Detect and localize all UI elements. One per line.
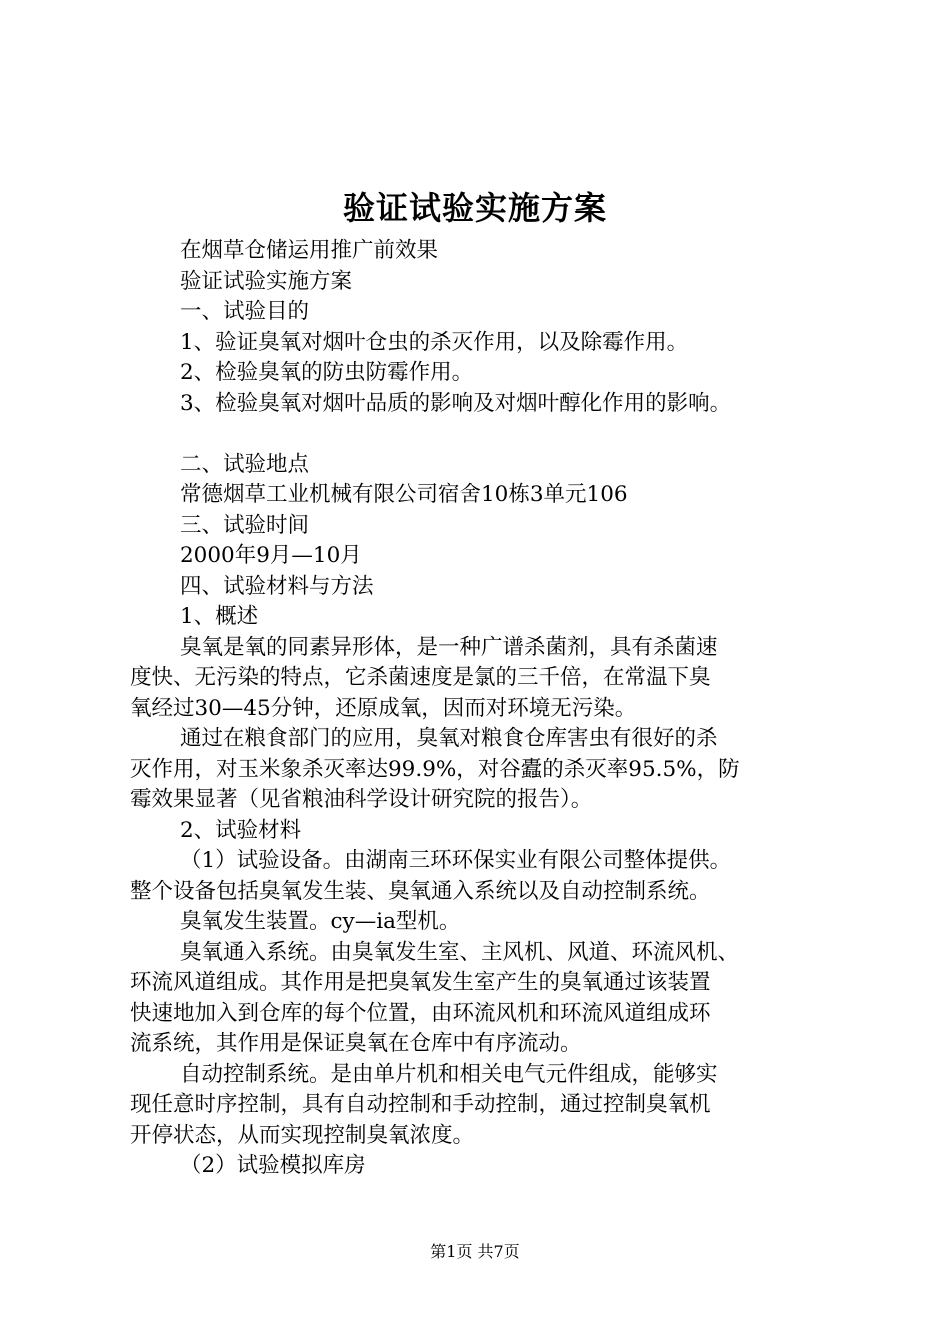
- generator-line: 臭氧发生装置。cy—ia型机。: [180, 909, 461, 934]
- document-title: 验证试验实施方案: [342, 189, 607, 227]
- blank-line: [130, 419, 830, 450]
- inlet-system-paragraph: [130, 938, 830, 1060]
- paragraph-line: 臭氧通入系统。由臭氧发生室、主风机、风道、环流风机、: [180, 939, 740, 965]
- overview-paragraph-1: [130, 633, 830, 725]
- paragraph-line: 整个设备包括臭氧发生装、臭氧通入系统以及自动控制系统。: [130, 878, 711, 904]
- section-heading-materials-methods: 四、试验材料与方法: [180, 573, 374, 599]
- warehouse-line: （2）试验模拟库房: [180, 1153, 366, 1178]
- paragraph-line: 氧经过30—45分钟，还原成氧，因而对环境无污染。: [130, 695, 637, 721]
- subheading-overview: 1、概述: [180, 604, 259, 629]
- subtitle-line-2: 验证试验实施方案: [180, 268, 353, 294]
- paragraph-line: （1）试验设备。由湖南三环环保实业有限公司整体提供。: [180, 848, 732, 873]
- paragraph-line: 环流风道组成。其作用是把臭氧发生室产生的臭氧通过该装置: [130, 970, 711, 995]
- control-system-paragraph: [130, 1060, 830, 1152]
- paragraph-line: 灭作用，对玉米象杀灭率达99.9%，对谷蠹的杀灭率95.5%，防: [130, 756, 740, 782]
- paragraph-line: 流系统，其作用是保证臭氧在仓库中有序流动。: [130, 1031, 582, 1056]
- section-heading-purpose: 一、试验目的: [180, 299, 310, 324]
- paragraph-line: 快速地加入到仓库的每个位置，由环流风机和环流风道组成环: [130, 1000, 711, 1026]
- paragraph-line: 霉效果显著（见省粮油科学设计研究院的报告）。: [130, 787, 593, 812]
- section-heading-location: 二、试验地点: [180, 451, 310, 477]
- equipment-paragraph: [130, 846, 830, 907]
- paragraph-line: 臭氧是氧的同素异形体，是一种广谱杀菌剂，具有杀菌速: [180, 634, 718, 660]
- location-text: 常德烟草工业机械有限公司宿舍10栋3单元106: [180, 482, 628, 507]
- paragraph-line: 通过在粮食部门的应用，臭氧对粮食仓库害虫有很好的杀: [180, 726, 718, 751]
- section-heading-time: 三、试验时间: [180, 512, 310, 538]
- subtitle-line-1: 在烟草仓储运用推广前效果: [180, 238, 439, 263]
- paragraph-line: 度快、无污染的特点，它杀菌速度是氯的三千倍，在常温下臭: [130, 665, 711, 690]
- paragraph-line: 现任意时序控制，具有自动控制和手动控制，通过控制臭氧机: [130, 1092, 711, 1117]
- page-footer: 第1页 共7页: [430, 1242, 520, 1261]
- purpose-item-1: 1、验证臭氧对烟叶仓虫的杀灭作用，以及除霉作用。: [180, 329, 689, 355]
- time-text: 2000年9月—10月: [180, 543, 362, 568]
- overview-paragraph-2: [130, 724, 830, 816]
- subheading-materials: 2、试验材料: [180, 817, 302, 843]
- paragraph-line: 自动控制系统。是由单片机和相关电气元件组成，能够实: [180, 1061, 718, 1087]
- paragraph-line: 开停状态，从而实现控制臭氧浓度。: [130, 1122, 475, 1148]
- document-body: [130, 236, 830, 1182]
- purpose-item-3: 3、检验臭氧对烟叶品质的影响及对烟叶醇化作用的影响。: [180, 390, 732, 416]
- purpose-item-2: 2、检验臭氧的防虫防霉作用。: [180, 360, 474, 385]
